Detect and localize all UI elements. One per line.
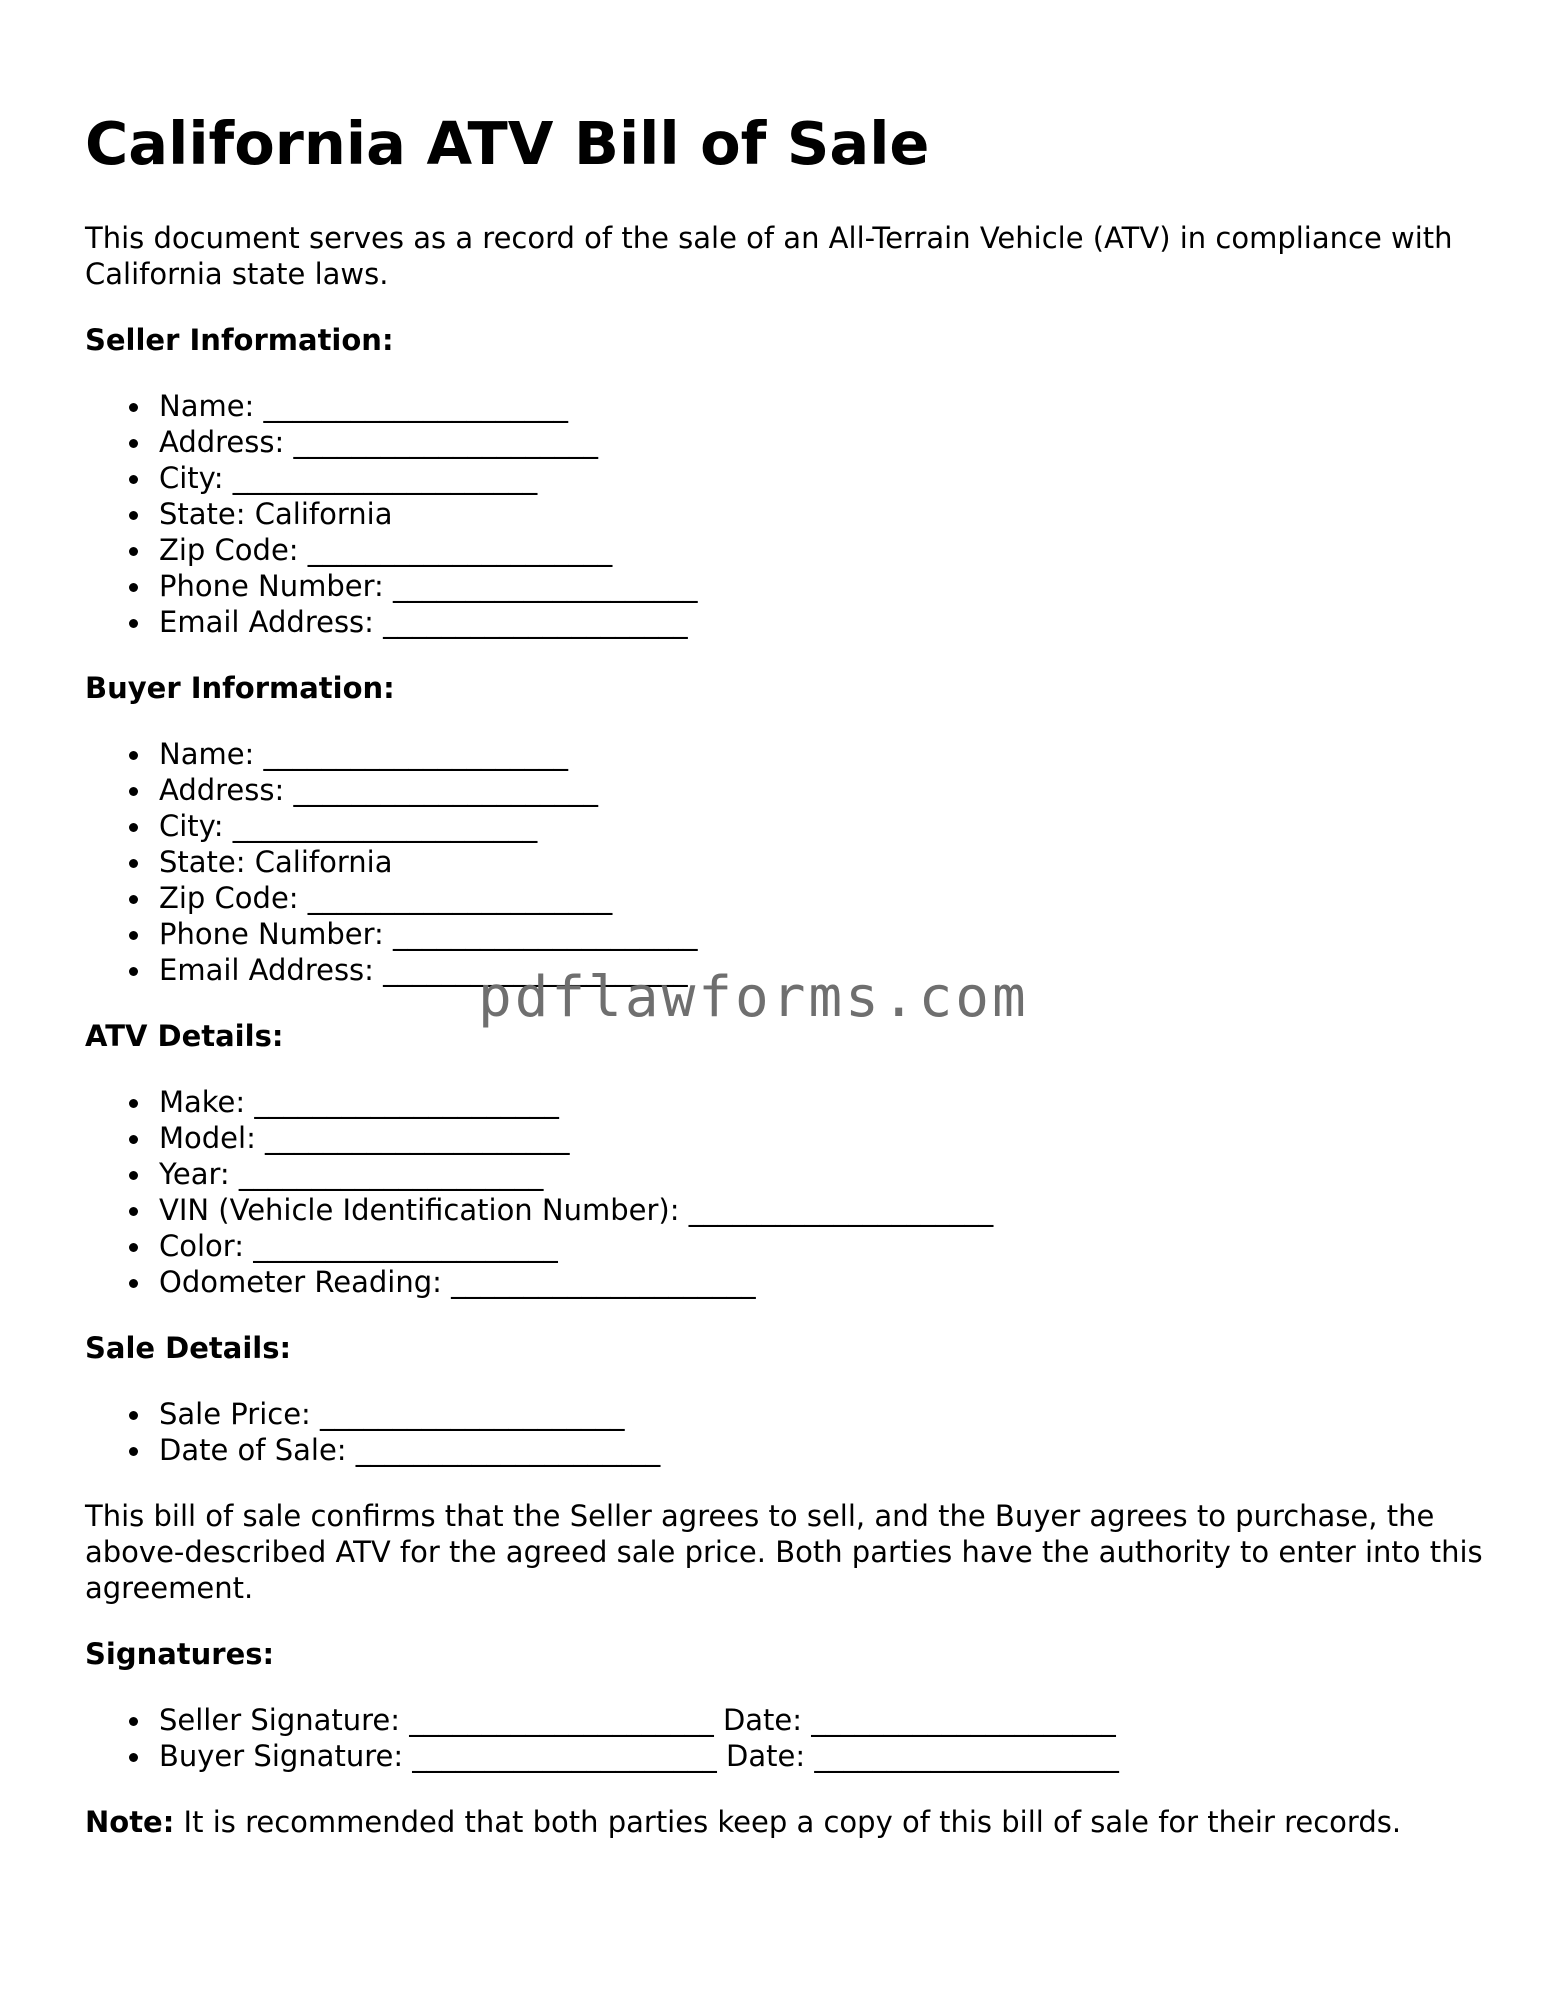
seller-signature-line: Seller Signature: _____________________ Date: _____________________ [159,1702,1485,1738]
seller-zip-field: Zip Code: _____________________ [159,532,1485,568]
sale-list [85,1396,1485,1468]
watermark: pdflawforms.com [478,965,1029,1030]
signatures-list [85,1702,1485,1774]
document-body [85,220,1485,1870]
seller-heading: Seller Information: [85,323,394,357]
note-paragraph [85,1804,1485,1840]
buyer-phone-field: Phone Number: _____________________ [159,916,1485,952]
note-text: It is recommended that both parties keep a copy of this bill of sale for their records. [174,1805,1402,1839]
atv-list [85,1084,1485,1300]
buyer-heading: Buyer Information: [85,671,395,705]
signatures-heading: Signatures: [85,1637,275,1671]
atv-year-field: Year: _____________________ [159,1156,1485,1192]
atv-odometer-field: Odometer Reading: _____________________ [159,1264,1485,1300]
note-label: Note: [85,1805,175,1839]
seller-email-field: Email Address: _____________________ [159,604,1485,640]
seller-list [85,388,1485,640]
seller-state-field: State: California [159,496,1485,532]
atv-model-field: Model: _____________________ [159,1120,1485,1156]
seller-name-field: Name: _____________________ [159,388,1485,424]
sale-heading: Sale Details: [85,1331,292,1365]
buyer-list [85,736,1485,988]
buyer-state-field: State: California [159,844,1485,880]
agreement-paragraph: This bill of sale confirms that the Seller agrees to sell, and the Buyer agrees to purchase, the above-described ATV for the agreed sale price. Both parties have the authority to enter into this agreement. [85,1499,1483,1605]
buyer-signature-line: Buyer Signature: _____________________ Date: _____________________ [159,1738,1485,1774]
seller-city-field: City: _____________________ [159,460,1485,496]
sale-date-field: Date of Sale: _____________________ [159,1432,1485,1468]
page-title: California ATV Bill of Sale [85,109,930,178]
buyer-zip-field: Zip Code: _____________________ [159,880,1485,916]
buyer-name-field: Name: _____________________ [159,736,1485,772]
atv-make-field: Make: _____________________ [159,1084,1485,1120]
buyer-address-field: Address: _____________________ [159,772,1485,808]
atv-heading: ATV Details: [85,1019,284,1053]
buyer-city-field: City: _____________________ [159,808,1485,844]
atv-vin-field: VIN (Vehicle Identification Number): _____________________ [159,1192,1485,1228]
atv-color-field: Color: _____________________ [159,1228,1485,1264]
seller-phone-field: Phone Number: _____________________ [159,568,1485,604]
buyer-email-field: Email Address: _____________________ [159,952,1485,988]
intro-paragraph: This document serves as a record of the sale of an All-Terrain Vehicle (ATV) in compliance with California state laws. [85,221,1453,291]
sale-price-field: Sale Price: _____________________ [159,1396,1485,1432]
seller-address-field: Address: _____________________ [159,424,1485,460]
